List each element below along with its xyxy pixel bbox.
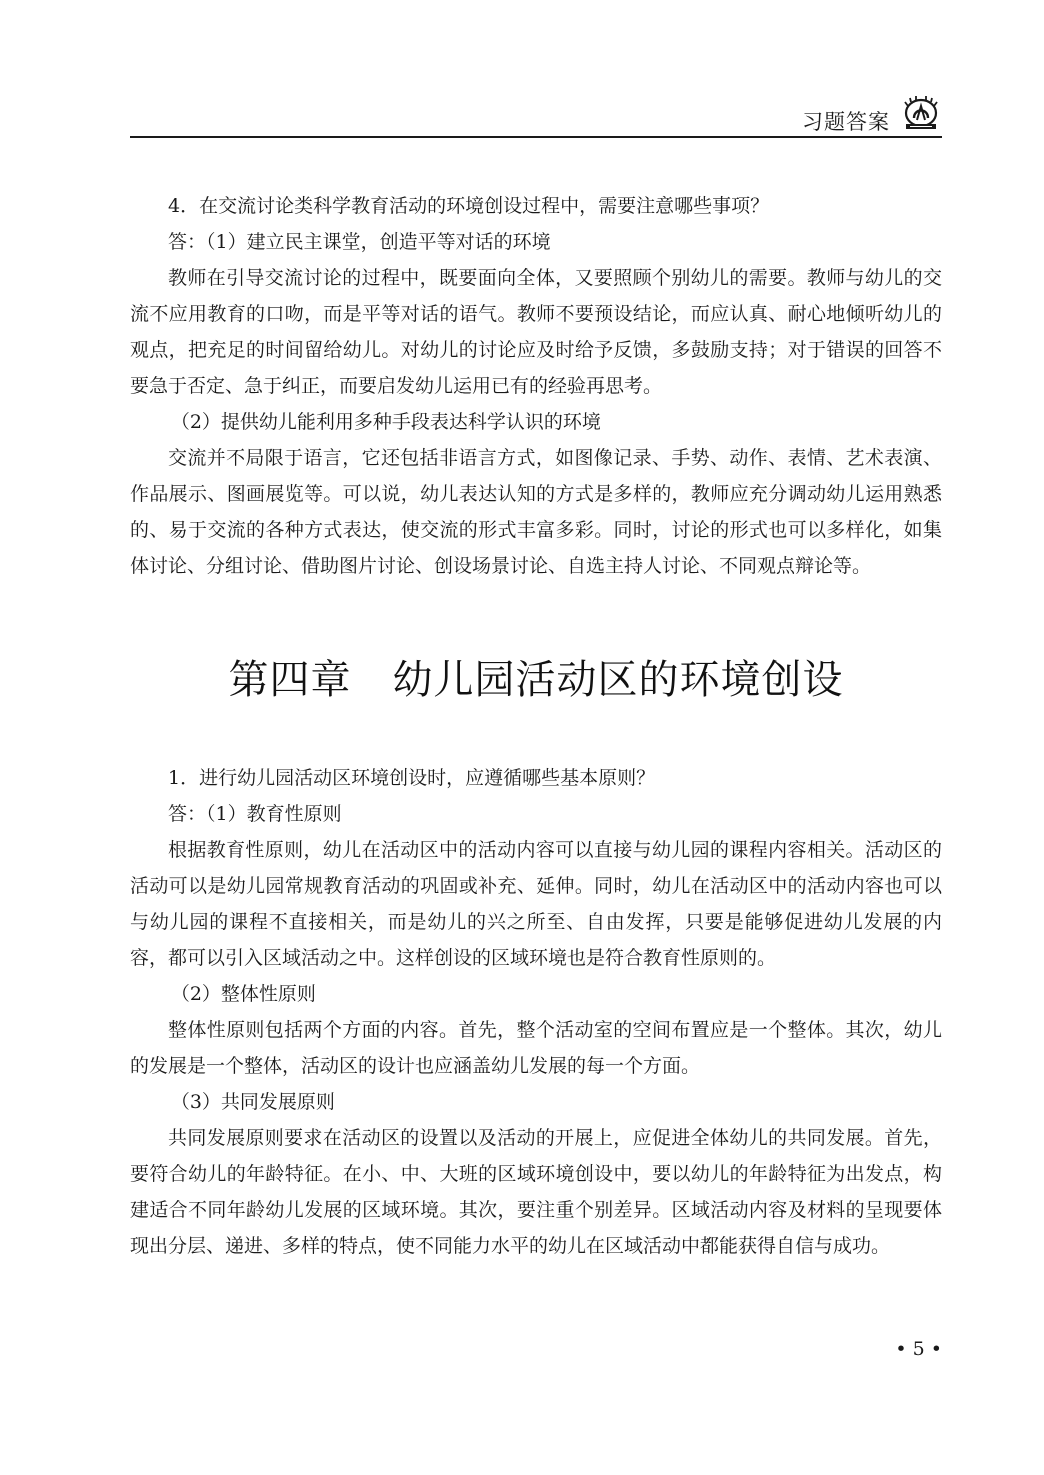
answer-ch4-2-heading: （2）整体性原则 [170, 983, 316, 1005]
chapter-title: 第四章 幼儿园活动区的环境创设 [228, 657, 844, 703]
question-ch4-1: 1．进行幼儿园活动区环境创设时，应遵循哪些基本原则？ [168, 767, 656, 789]
answer-ch4-3-heading: （3）共同发展原则 [170, 1091, 335, 1113]
answer-ch4-2-body: 整体性原则包括两个方面的内容。首先，整个活动室的空间布置应是一个整体。其次，幼儿的发展是一个整体，活动区的设计也应涵盖幼儿发展的每一个方面。 [130, 1019, 942, 1077]
question-4: 4．在交流讨论类科学教育活动的环境创设过程中，需要注意哪些事项？ [168, 195, 770, 217]
answer-ch4-1-body: 根据教育性原则，幼儿在活动区中的活动内容可以直接与幼儿园的课程内容相关。活动区的活动可以是幼儿园常规教育活动的巩固或补充、延伸。同时，幼儿在活动区中的活动内容也可以与幼儿园的课程不直接相关，而是幼儿的兴之所至、自由发挥，只要是能够促进幼儿发展的内容，都可以引入区域活动之中。这样创设的区域环境也是符合教育性原则的。 [130, 839, 942, 969]
answer-4-2-body: 交流并不局限于语言，它还包括非语言方式，如图像记录、手势、动作、表情、艺术表演、作品展示、图画展览等。可以说，幼儿表达认知的方式是多样的，教师应充分调动幼儿运用熟悉的、易于交流的各种方式表达，使交流的形式丰富多彩。同时，讨论的形式也可以多样化，如集体讨论、分组讨论、借助图片讨论、创设场景讨论、自选主持人讨论、不同观点辩论等。 [130, 447, 942, 577]
book-emblem-icon [900, 96, 942, 132]
answer-ch4-3-body: 共同发展原则要求在活动区的设置以及活动的开展上，应促进全体幼儿的共同发展。首先，要符合幼儿的年龄特征。在小、中、大班的区域环境创设中，要以幼儿的年龄特征为出发点，构建适合不同年龄幼儿发展的区域环境。其次，要注重个别差异。区域活动内容及材料的呈现要体现出分层、递进、多样的特点，使不同能力水平的幼儿在区域活动中都能获得自信与成功。 [130, 1127, 942, 1257]
page-number: • 5 • [895, 1338, 942, 1360]
answer-4-1-body: 教师在引导交流讨论的过程中，既要面向全体，又要照顾个别幼儿的需要。教师与幼儿的交流不应用教育的口吻，而是平等对话的语气。教师不要预设结论，而应认真、耐心地倾听幼儿的观点，把充足的时间留给幼儿。对幼儿的讨论应及时给予反馈，多鼓励支持；对于错误的回答不要急于否定、急于纠正，而要启发幼儿运用已有的经验再思考。 [130, 267, 942, 397]
answer-ch4-1-heading: 答：（1）教育性原则 [168, 803, 342, 825]
answer-4-1-heading: 答：（1）建立民主课堂，创造平等对话的环境 [168, 231, 551, 253]
page-body [130, 188, 942, 1264]
running-header-title: 习题答案 [802, 110, 890, 134]
page-header [130, 92, 942, 138]
answer-4-2-heading: （2）提供幼儿能利用多种手段表达科学认识的环境 [170, 411, 601, 433]
